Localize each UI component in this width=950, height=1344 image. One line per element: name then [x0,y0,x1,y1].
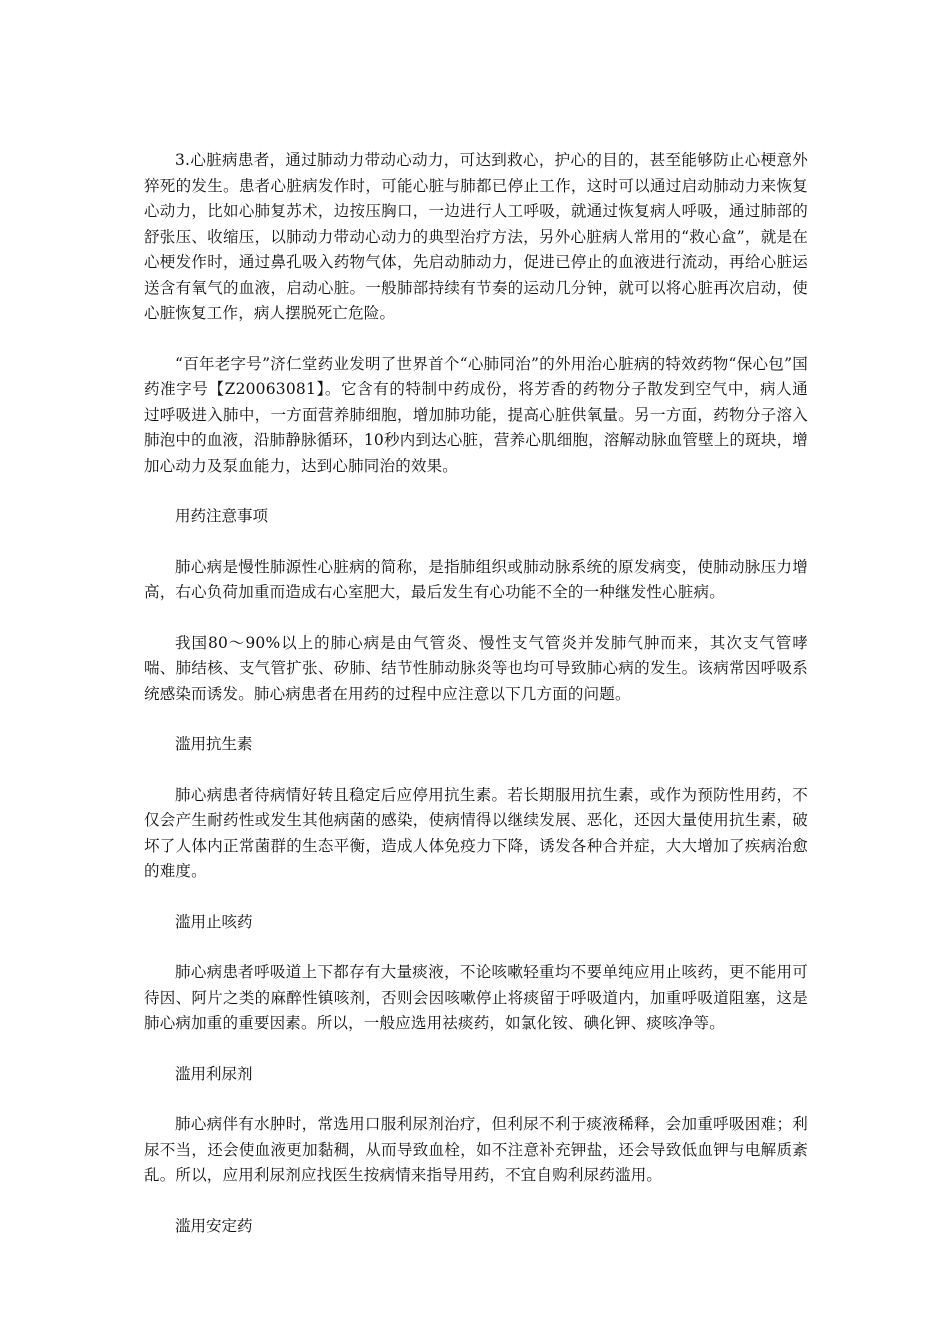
paragraph-antibiotics: 肺心病患者待病情好转且稳定后应停用抗生素。若长期服用抗生素，或作为预防性用药，不仅会产生耐药性或发生其他病菌的感染，使病情得以继续发展、恶化，还因大量使用抗生素，破坏了人体内正常菌群的生态平衡，造成人体免疫力下降，诱发各种合并症，大大增加了疾病治愈的难度。 [144,785,808,880]
paragraph-gap [144,1189,808,1214]
paragraph-gap [144,707,808,732]
heading-diuretics: 滥用利尿剂 [175,1064,253,1083]
paragraph-definition: 肺心病是慢性肺源性心脏病的简称，是指肺组织或肺动脉系统的原发病变，使肺动脉压力增高，右心负荷加重而造成右心室肥大，最后发生有心功能不全的一种继发性心脏病。 [144,557,808,601]
paragraph-gap [144,606,808,631]
paragraph-gap [144,1087,808,1112]
paragraph-diuretics: 肺心病伴有水肿时，常选用口服利尿剂治疗，但利尿不利于痰液稀释，会加重呼吸困难；利尿不当，还会使血液更加黏稠，从而导致血栓，如不注意补充钾盐，还会导致低血钾与电解质紊乱。所以，应用利尿剂应找医生按病情来指导用药，不宜自购利尿药滥用。 [144,1115,808,1184]
paragraph-causes: 我国80～90%以上的肺心病是由气管炎、慢性支气管炎并发肺气肿而来，其次支气管哮喘、肺结核、支气管扩张、矽肺、结节性肺动脉炎等也均可导致肺心病的发生。该病常因呼吸系统感染而诱发。肺心病患者在用药的过程中应注意以下几方面的问题。 [144,633,808,703]
paragraph-gap [144,935,808,960]
heading-antibiotics: 滥用抗生素 [175,735,253,753]
paragraph-gap [144,885,808,910]
paragraph-gap [144,758,808,783]
paragraph-gap [144,327,808,352]
heading-cough-medicine: 滥用止咳药 [175,912,253,931]
paragraph-heart-lung-power: 3.心脏病患者，通过肺动力带动心动力，可达到救心，护心的目的，甚至能够防止心梗意外猝死的发生。患者心脏病发作时，可能心脏与肺都已停止工作，这时可以通过启动肺动力来恢复心动力，比如心肺复苏术，边按压胸口，一边进行人工呼吸，就通过恢复病人呼吸，通过肺部的舒张压、收缩压，以肺动力带动心动力的典型治疗方法，另外心脏病人常用的“救心盒”，就是在心梗发作时，通过鼻孔吸入药物气体，先启动肺动力，促进已停止的血液进行流动，再给心脏运送含有氧气的血液，启动心脏。一般肺部持续有节奏的运动几分钟，就可以将心脏再次启动，使心脏恢复工作，病人摆脱死亡危险。 [144,151,808,322]
heading-medication-notes: 用药注意事项 [175,507,269,525]
paragraph-cough-medicine: 肺心病患者呼吸道上下都存有大量痰液，不论咳嗽轻重均不要单纯应用止咳药，更不能用可待因、阿片之类的麻醉性镇咳剂，否则会因咳嗽停止将痰留于呼吸道内，加重呼吸道阻塞，这是肺心病加重的重要因素。所以，一般应选用祛痰药，如氯化铵、碘化钾、痰咳净等。 [144,963,808,1032]
paragraph-gap [144,479,808,504]
paragraph-gap [144,1037,808,1062]
paragraph-baoxinbao: “百年老字号”济仁堂药业发明了世界首个“心肺同治”的外用治心脏病的特效药物“保心包”国药准字号【Z20063081】。它含有的特制中药成份，将芳香的药物分子散发到空气中，病人通过呼吸进入肺中，一方面营养肺细胞，增加肺功能，提高心脏供氧量。另一方面，药物分子溶入肺泡中的血液，沿肺静脉循环，10秒内到达心脏，营养心肌细胞，溶解动脉血管壁上的斑块，增加心动力及泵血能力，达到心肺同治的效果。 [144,354,808,475]
document-page [144,148,808,1239]
paragraph-gap [144,530,808,555]
heading-sedatives: 滥用安定药 [175,1216,253,1235]
